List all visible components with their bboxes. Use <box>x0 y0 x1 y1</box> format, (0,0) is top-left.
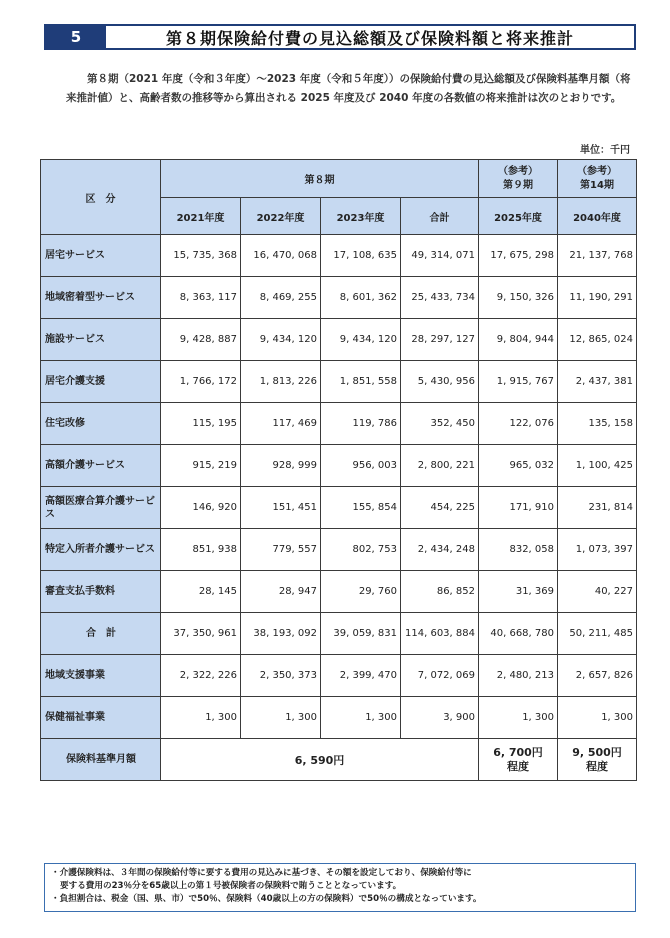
cell-value: 31, 369 <box>479 571 558 613</box>
cell-value: 1, 813, 226 <box>241 361 321 403</box>
total-label: 合 計 <box>41 613 161 655</box>
cell-value: 86, 852 <box>401 571 479 613</box>
col-header: 2023年度 <box>321 198 401 235</box>
cell-value: 928, 999 <box>241 445 321 487</box>
cell-value: 119, 786 <box>321 403 401 445</box>
cell-value: 2, 322, 226 <box>161 655 241 697</box>
footnote-line: 要する費用の23％分を65歳以上の第１号被保険者の保険料で賄うこととなっています。 <box>60 881 402 891</box>
premium-2025 <box>479 739 558 781</box>
cell-value: 122, 076 <box>479 403 558 445</box>
footnote-line: ・負担割合は、税金（国、県、市）で50％、保険料（40歳以上の方の保険料）で50％の構成となっています。 <box>51 894 482 904</box>
cell-value: 1, 300 <box>479 697 558 739</box>
cell-value: 1, 915, 767 <box>479 361 558 403</box>
col-header: 2025年度 <box>479 198 558 235</box>
table-row <box>41 319 637 361</box>
row-label: 住宅改修 <box>41 403 161 445</box>
cell-value: 1, 300 <box>558 697 637 739</box>
total-value: 50, 211, 485 <box>558 613 637 655</box>
row-label: 地域密着型サービス <box>41 277 161 319</box>
header-ref9 <box>479 160 558 198</box>
section-number: 5 <box>46 26 106 48</box>
unit-label: 単位：千円 <box>580 145 630 156</box>
premium-label: 保険料基準月額 <box>41 739 161 781</box>
cell-value: 9, 804, 944 <box>479 319 558 361</box>
cell-value: 146, 920 <box>161 487 241 529</box>
total-value: 40, 668, 780 <box>479 613 558 655</box>
row-label: 審査支払手数料 <box>41 571 161 613</box>
cell-value: 2, 437, 381 <box>558 361 637 403</box>
intro-paragraph: 第８期（2021 年度（令和３年度）～2023 年度（令和５年度））の保険給付費の見込総額及び保険料基準月額（将来推計値）と、高齢者数の推移等から算出される 2025 年度及び 2040 年度の各数値の将来推計は次のとおりです。 <box>66 73 631 104</box>
cell-value: 454, 225 <box>401 487 479 529</box>
cell-value: 28, 947 <box>241 571 321 613</box>
row-label: 高額医療合算介護サービス <box>41 487 161 529</box>
header-ref14-line1: （参考） <box>577 165 617 177</box>
cell-value: 2, 434, 248 <box>401 529 479 571</box>
cell-value: 802, 753 <box>321 529 401 571</box>
cell-value: 28, 145 <box>161 571 241 613</box>
cell-value: 1, 300 <box>161 697 241 739</box>
cell-value: 3, 900 <box>401 697 479 739</box>
header-ref14-line2: 第14期 <box>580 179 614 191</box>
total-value: 114, 603, 884 <box>401 613 479 655</box>
cell-value: 49, 314, 071 <box>401 235 479 277</box>
cell-value: 151, 451 <box>241 487 321 529</box>
cell-value: 17, 108, 635 <box>321 235 401 277</box>
premium-2025-amount: 6, 700円 <box>493 745 543 759</box>
premium-2040 <box>558 739 637 781</box>
total-value: 37, 350, 961 <box>161 613 241 655</box>
cell-value: 5, 430, 956 <box>401 361 479 403</box>
row-label: 保健福祉事業 <box>41 697 161 739</box>
cell-value: 117, 469 <box>241 403 321 445</box>
cell-value: 1, 300 <box>321 697 401 739</box>
table-row <box>41 655 637 697</box>
premium-2040-amount: 9, 500円 <box>572 745 622 759</box>
col-header: 2022年度 <box>241 198 321 235</box>
cell-value: 8, 363, 117 <box>161 277 241 319</box>
cell-value: 25, 433, 734 <box>401 277 479 319</box>
cell-value: 29, 760 <box>321 571 401 613</box>
cell-value: 1, 766, 172 <box>161 361 241 403</box>
cell-value: 8, 469, 255 <box>241 277 321 319</box>
col-header: 2040年度 <box>558 198 637 235</box>
cell-value: 2, 480, 213 <box>479 655 558 697</box>
cell-value: 231, 814 <box>558 487 637 529</box>
row-label: 地域支援事業 <box>41 655 161 697</box>
row-label: 居宅サービス <box>41 235 161 277</box>
cell-value: 2, 800, 221 <box>401 445 479 487</box>
total-value: 38, 193, 092 <box>241 613 321 655</box>
premium-2025-approx: 程度 <box>507 759 529 773</box>
premium-2040-approx: 程度 <box>586 759 608 773</box>
cell-value: 9, 150, 326 <box>479 277 558 319</box>
table-row <box>41 361 637 403</box>
cell-value: 15, 735, 368 <box>161 235 241 277</box>
cell-value: 16, 470, 068 <box>241 235 321 277</box>
cell-value: 17, 675, 298 <box>479 235 558 277</box>
row-label: 高額介護サービス <box>41 445 161 487</box>
table-row <box>41 529 637 571</box>
cell-value: 171, 910 <box>479 487 558 529</box>
footnote-line: ・介護保険料は、３年間の保険給付等に要する費用の見込みに基づき、その額を設定しており、保険給付等に <box>51 868 472 878</box>
cell-value: 1, 100, 425 <box>558 445 637 487</box>
table-row <box>41 697 637 739</box>
cell-value: 915, 219 <box>161 445 241 487</box>
cell-value: 12, 865, 024 <box>558 319 637 361</box>
cell-value: 115, 195 <box>161 403 241 445</box>
table-row <box>41 235 637 277</box>
col-header: 合計 <box>401 198 479 235</box>
cell-value: 9, 434, 120 <box>321 319 401 361</box>
table-row <box>41 571 637 613</box>
row-label: 施設サービス <box>41 319 161 361</box>
cell-value: 2, 657, 826 <box>558 655 637 697</box>
cell-value: 1, 300 <box>241 697 321 739</box>
row-label: 居宅介護支援 <box>41 361 161 403</box>
table-row <box>41 277 637 319</box>
premium-period8: 6, 590円 <box>161 739 479 781</box>
cell-value: 11, 190, 291 <box>558 277 637 319</box>
row-label: 特定入所者介護サービス <box>41 529 161 571</box>
premium-row <box>41 739 637 781</box>
cell-value: 1, 073, 397 <box>558 529 637 571</box>
cell-value: 779, 557 <box>241 529 321 571</box>
table-row <box>41 445 637 487</box>
section-header <box>44 24 636 50</box>
benefit-table <box>40 159 637 781</box>
header-kubun: 区 分 <box>41 160 161 235</box>
header-ref9-line2: 第９期 <box>503 179 533 191</box>
cell-value: 155, 854 <box>321 487 401 529</box>
cell-value: 832, 058 <box>479 529 558 571</box>
total-row <box>41 613 637 655</box>
footnote-box <box>44 863 636 912</box>
cell-value: 28, 297, 127 <box>401 319 479 361</box>
header-period8: 第８期 <box>161 160 479 198</box>
cell-value: 2, 399, 470 <box>321 655 401 697</box>
cell-value: 135, 158 <box>558 403 637 445</box>
cell-value: 956, 003 <box>321 445 401 487</box>
cell-value: 2, 350, 373 <box>241 655 321 697</box>
col-header: 2021年度 <box>161 198 241 235</box>
header-ref9-line1: （参考） <box>498 165 538 177</box>
cell-value: 851, 938 <box>161 529 241 571</box>
cell-value: 8, 601, 362 <box>321 277 401 319</box>
cell-value: 21, 137, 768 <box>558 235 637 277</box>
cell-value: 1, 851, 558 <box>321 361 401 403</box>
header-ref14 <box>558 160 637 198</box>
cell-value: 40, 227 <box>558 571 637 613</box>
cell-value: 965, 032 <box>479 445 558 487</box>
table-row <box>41 403 637 445</box>
cell-value: 9, 428, 887 <box>161 319 241 361</box>
total-value: 39, 059, 831 <box>321 613 401 655</box>
cell-value: 352, 450 <box>401 403 479 445</box>
table-row <box>41 487 637 529</box>
cell-value: 7, 072, 069 <box>401 655 479 697</box>
cell-value: 9, 434, 120 <box>241 319 321 361</box>
section-title: 第８期保険給付費の見込総額及び保険料額と将来推計 <box>165 28 574 48</box>
